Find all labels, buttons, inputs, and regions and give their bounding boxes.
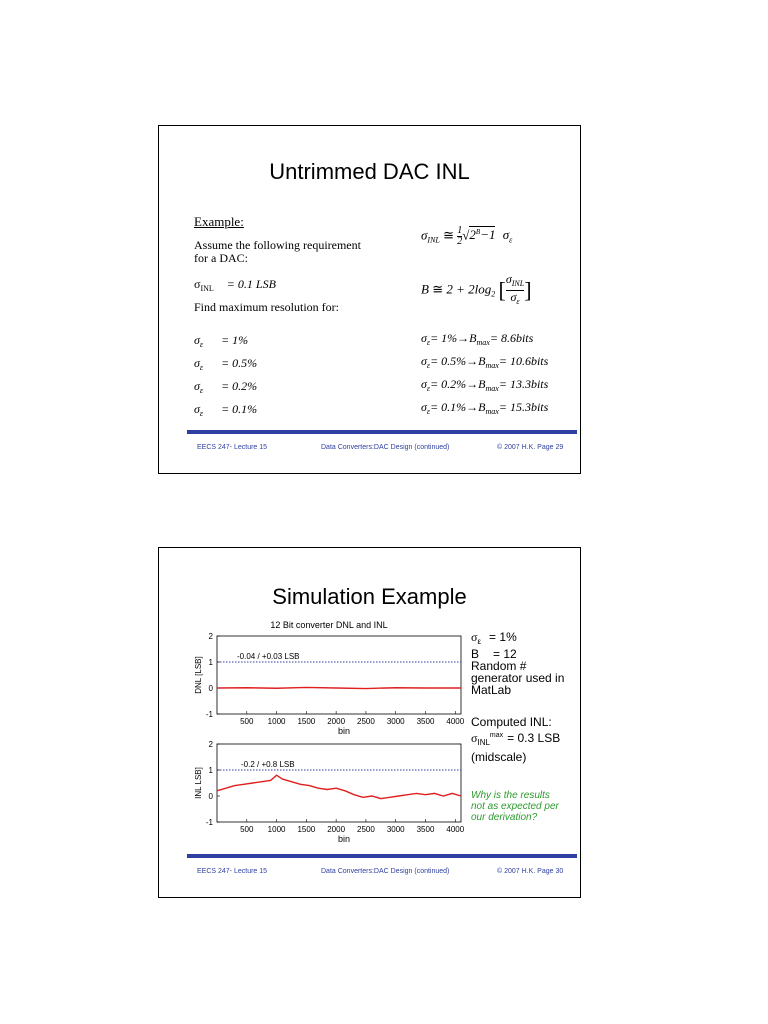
y-tick-label: 0 bbox=[208, 792, 213, 801]
result-row: $\sigma_\varepsilon= 0.5\%\to B_{max}=$ 10.6bits bbox=[421, 354, 549, 370]
x-tick-label: 3500 bbox=[416, 825, 435, 834]
x-tick-label: 3000 bbox=[386, 717, 405, 726]
midscale-text: (midscale) bbox=[471, 750, 527, 764]
example-label: Example: bbox=[194, 214, 244, 229]
footer-right: © 2007 H.K. Page 29 bbox=[497, 444, 564, 451]
x-tick-label: 3500 bbox=[416, 717, 435, 726]
x-axis-label: bin bbox=[337, 834, 351, 844]
slide-title: Simulation Example bbox=[272, 584, 467, 609]
dnl-chart bbox=[194, 632, 465, 736]
range-annotation: -0.04 / +0.03 LSB bbox=[237, 652, 300, 661]
slide-page-30 bbox=[158, 547, 581, 898]
random-text: generator used in bbox=[471, 671, 565, 685]
footer-rule bbox=[187, 430, 577, 434]
dnl-inl-plots bbox=[179, 618, 465, 853]
side-params bbox=[471, 631, 564, 696]
assume-text: Assume the following requirement for a DAC: bbox=[194, 238, 361, 265]
y-axis-label: DNL [LSB] bbox=[194, 656, 203, 694]
sigma-symbol: σ bbox=[194, 277, 201, 291]
y-tick-label: 1 bbox=[208, 658, 213, 667]
sigma-eps-line: $\sigma_\varepsilon = 1\%$ bbox=[471, 630, 517, 646]
plot-frame bbox=[217, 636, 461, 714]
y-tick-label: 0 bbox=[208, 684, 213, 693]
x-tick-label: 1000 bbox=[267, 825, 286, 834]
results-list bbox=[421, 329, 548, 421]
computed-inl bbox=[471, 715, 560, 764]
footer-left: EECS 247- Lecture 15 bbox=[197, 868, 268, 875]
x-tick-label: 4000 bbox=[446, 825, 465, 834]
footer-right: © 2007 H.K. Page 30 bbox=[497, 868, 564, 875]
footer-left: EECS 247- Lecture 15 bbox=[197, 444, 268, 451]
question-line: not as expected per bbox=[471, 801, 559, 812]
x-tick-label: 1000 bbox=[267, 717, 286, 726]
question-line: Why is the results bbox=[471, 790, 550, 801]
x-tick-label: 2000 bbox=[327, 717, 346, 726]
y-tick-label: -1 bbox=[205, 818, 213, 827]
y-tick-label: -1 bbox=[205, 710, 213, 719]
slide-title: Untrimmed DAC INL bbox=[269, 159, 470, 184]
sigma-list-item: $\sigma_\varepsilon = 0.2\%$ bbox=[194, 379, 258, 395]
b-line: B = 12 bbox=[471, 647, 517, 661]
x-tick-label: 2500 bbox=[357, 825, 375, 834]
sigma-inl-max-line: $\sigma_{INL}^{max} = 0.3$ LSB bbox=[471, 731, 561, 747]
result-row: $\sigma_\varepsilon= 0.2\%\to B_{max}=$ 13.3bits bbox=[421, 377, 549, 393]
footer-center: Data Converters:DAC Design (continued) bbox=[321, 868, 450, 875]
x-tick-label: 500 bbox=[240, 825, 254, 834]
x-tick-label: 1500 bbox=[297, 825, 316, 834]
x-axis-label: bin bbox=[337, 726, 351, 736]
inl-chart bbox=[194, 740, 465, 844]
slide-page-29 bbox=[158, 125, 581, 474]
y-tick-label: 2 bbox=[208, 740, 213, 749]
series-line bbox=[217, 687, 461, 688]
sigma-list bbox=[194, 331, 257, 423]
footer-rule bbox=[187, 854, 577, 858]
result-row: $\sigma_\varepsilon= 1\%\to B_{max}=$ 8.6bits bbox=[421, 331, 534, 347]
x-tick-label: 500 bbox=[240, 717, 254, 726]
plot-title: 12 Bit converter DNL and INL bbox=[270, 620, 388, 630]
y-tick-label: 2 bbox=[208, 632, 213, 641]
result-row: $\sigma_\varepsilon= 0.1\%\to B_{max}=$ 15.3bits bbox=[421, 400, 549, 416]
x-tick-label: 4000 bbox=[446, 717, 465, 726]
sigma-inl-requirement bbox=[194, 277, 276, 293]
random-text: MatLab bbox=[471, 683, 512, 697]
sigma-list-item: $\sigma_\varepsilon = 0.1\%$ bbox=[194, 402, 258, 418]
question-line: our derivation? bbox=[471, 812, 538, 823]
formula-sigma-inl: $\sigma_{INL}$ ≅ $\frac{1}{2}$ $√2^B-1$ $\sigma_\varepsilon$ bbox=[421, 225, 513, 247]
x-tick-label: 1500 bbox=[297, 717, 316, 726]
random-text: Random # bbox=[471, 659, 527, 673]
sigma-list-item: $\sigma_\varepsilon = 0.5\%$ bbox=[194, 356, 258, 372]
x-tick-label: 3000 bbox=[386, 825, 405, 834]
footer-center: Data Converters:DAC Design (continued) bbox=[321, 444, 450, 451]
x-tick-label: 2000 bbox=[327, 825, 346, 834]
range-annotation: -0.2 / +0.8 LSB bbox=[241, 760, 295, 769]
question-text bbox=[471, 790, 559, 823]
find-text: Find maximum resolution for: bbox=[194, 300, 339, 314]
formula-b: B ≅ $2 + 2\log_2$ [ $\sigma_{INL}$ $\sigma_\varepsilon$ ] bbox=[421, 272, 532, 306]
x-tick-label: 2500 bbox=[357, 717, 375, 726]
y-axis-label: INL LSB] bbox=[194, 767, 203, 799]
sigma-inl-value: = 0.1 LSB bbox=[226, 277, 276, 291]
sigma-inl-sub: INL bbox=[200, 284, 214, 293]
sigma-list-item: $\sigma_\varepsilon = 1\%$ bbox=[194, 333, 249, 349]
computed-label: Computed INL: bbox=[471, 715, 552, 729]
y-tick-label: 1 bbox=[208, 766, 213, 775]
